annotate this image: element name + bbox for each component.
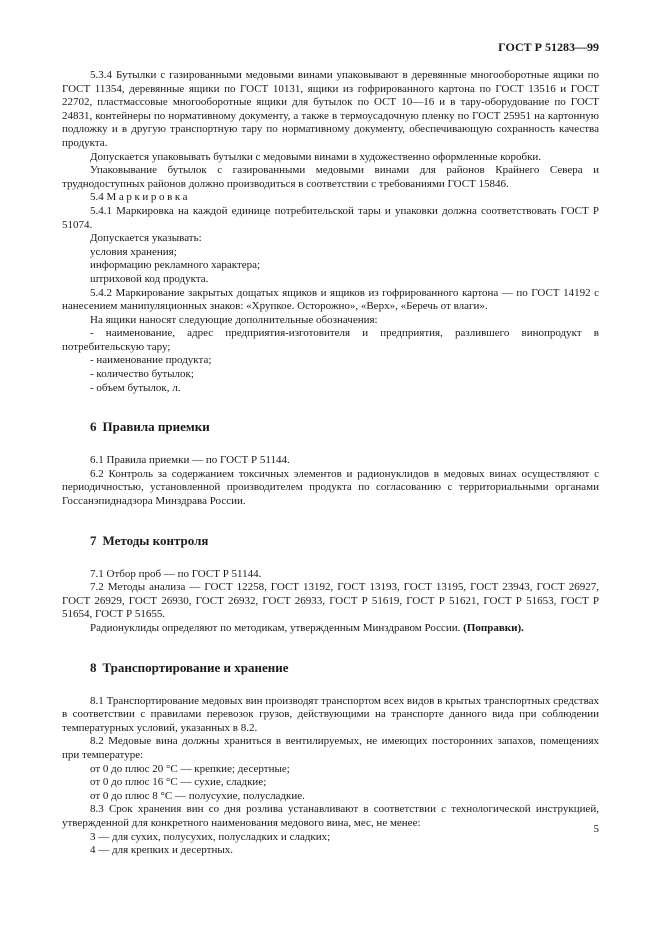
shelf-life-line: 3 — для сухих, полусухих, полусладких и сладких; (90, 830, 331, 843)
list-item: штриховой код продукта. (90, 272, 209, 285)
amendment-note: (Поправки). (463, 622, 524, 634)
radionuclides-text: Радионуклиды определяют по методикам, утвержденным Минздравом России. (90, 622, 461, 634)
paragraph-5-4-1: 5.4.1 Маркировка на каждой единице потребительской тары и упаковки должна соответствовать ГОСТ Р 51074. (62, 204, 599, 231)
paragraph-allowed-indicate: Допускается указывать: (90, 232, 202, 245)
list-item: - наименование, адрес предприятия-изготовителя и предприятия, разлившего винопродукт в потребительскую тару; (62, 327, 599, 353)
section-6-heading (62, 419, 599, 435)
paragraph-6-2: 6.2 Контроль за содержанием токсичных элементов и радионуклидов в медовых винах осуществляют с периодичностью, установленной производителем продукта по согласованию с территориальными органами Госсанэпиднадзора Минздрава России. (62, 467, 599, 508)
temperature-line: от 0 до плюс 8 °С — полусухие, полусладкие. (90, 789, 305, 802)
paragraph-5-4-2: 5.4.2 Маркирование закрытых дощатых ящиков и ящиков из гофрированного картона — по ГОСТ 14192 с нанесением манипуляционных знаков: «Хрупкое. Осторожно», «Верх», «Беречь от влаги». (62, 286, 599, 313)
temperature-line: от 0 до плюс 20 °С — крепкие; десертные; (90, 762, 290, 775)
subsection-5-4-heading (62, 191, 599, 205)
section-title: Методы контроля (102, 532, 209, 548)
section-title: Транспортирование и хранение (102, 659, 289, 675)
paragraph-8-2: 8.2 Медовые вина должны храниться в вентилируемых, не имеющих посторонних запахов, помещениях при температуре: (62, 735, 599, 761)
subsection-number: 5.4 (90, 191, 104, 204)
document-id-header: ГОСТ Р 51283—99 (498, 40, 599, 54)
list-item: информацию рекламного характера; (90, 259, 261, 272)
list-item: - объем бутылок, л. (90, 381, 181, 394)
page-number: 5 (593, 823, 599, 835)
section-8-heading (62, 660, 599, 676)
paragraph-radionuclides (62, 622, 599, 636)
paragraph-7-1: 7.1 Отбор проб — по ГОСТ Р 51144. (90, 567, 262, 580)
temperature-line: от 0 до плюс 16 °С — сухие, сладкие; (90, 776, 267, 789)
paragraph-5-3-4: 5.3.4 Бутылки с газированными медовыми винами упаковывают в деревянные многооборотные ящики по ГОСТ 11354, деревянные ящики по ГОСТ 10131, ящики из гофрированного картона по ГОСТ 13516 и ГОСТ 22702, пластмассовые многооборотные ящики для бутылок по ОСТ 10—16 и в тару-оборудование по ГОСТ 24831, контейнеры по нормативному документу, а также в термоусадочную пленку по ГОСТ 25951 на картонную подложку и в другую транспортную тару по нормативному документу, обеспечивающую сохранность качества продукта. (62, 69, 599, 149)
subsection-title: Маркировка (106, 191, 191, 204)
section-title: Правила приемки (102, 419, 210, 435)
list-item: условия хранения; (90, 245, 177, 258)
paragraph-6-1: 6.1 Правила приемки — по ГОСТ Р 51144. (90, 454, 290, 467)
section-7-heading (62, 533, 599, 549)
paragraph-8-3: 8.3 Срок хранения вин со дня розлива устанавливают в соответствии с технологической инструкцией, утвержденной для конкретного наименования медового вина, мес, не менее: (62, 803, 599, 829)
list-item: - наименование продукта; (90, 354, 212, 367)
paragraph-8-1: 8.1 Транспортирование медовых вин производят транспортом всех видов в крытых транспортных средствах в соответствии с правилами перевозок грузов, действующими на транспорте данного вида при соблюдении температурных условий, указанных в 8.2. (62, 694, 599, 734)
section-number: 7 (90, 532, 97, 548)
paragraph-box-marks: На ящики наносят следующие дополнительные обозначения: (90, 313, 378, 326)
section-number: 6 (90, 419, 97, 435)
paragraph-allowed-packaging: Допускается упаковывать бутылки с медовыми винами в художественно оформленные коробки. (90, 150, 542, 163)
document-body (62, 69, 599, 858)
paragraph-north-regions: Упаковывание бутылок с газированными медовыми винами для районов Крайнего Севера и труднодоступных районов должно производиться в соответствии с требованиями ГОСТ 15846. (62, 164, 599, 190)
section-number: 8 (90, 659, 97, 675)
shelf-life-line: 4 — для крепких и десертных. (90, 844, 233, 857)
paragraph-7-2: 7.2 Методы анализа — ГОСТ 12258, ГОСТ 13192, ГОСТ 13193, ГОСТ 13195, ГОСТ 23943, ГОСТ 26927, ГОСТ 26929, ГОСТ 26930, ГОСТ 26932, ГОСТ 26933, ГОСТ Р 51619, ГОСТ Р 51621, ГОСТ Р 51653, ГОСТ Р 51654, ГОСТ Р 51655. (62, 581, 599, 621)
list-item: - количество бутылок; (90, 368, 194, 381)
